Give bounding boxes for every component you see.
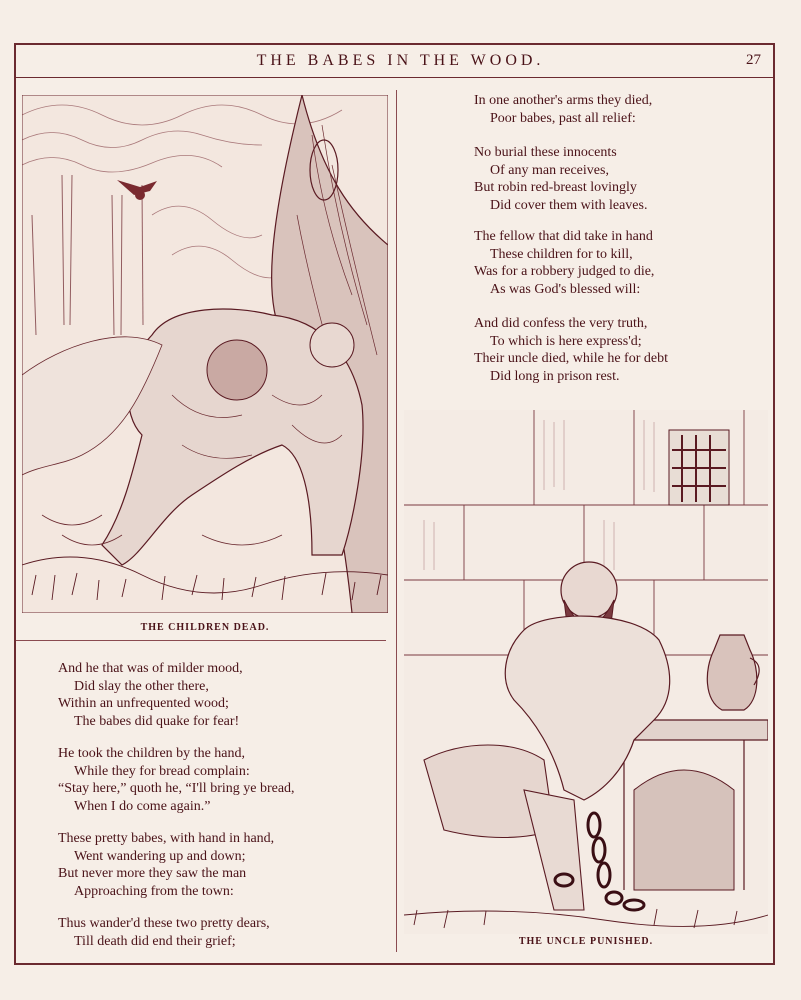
left-stanza-4: [58, 915, 270, 950]
verse-line: Of any man receives,: [490, 162, 609, 178]
verse-line: Did long in prison rest.: [490, 368, 620, 384]
verse-line: Did slay the other there,: [74, 678, 209, 694]
verse-line: These pretty babes, with hand in hand,: [58, 831, 275, 846]
verse-line: When I do come again.”: [74, 798, 211, 814]
verse-line: “Stay here,” quoth he, “I'll bring ye bread,: [58, 781, 295, 796]
verse-line: Approaching from the town:: [74, 883, 234, 899]
verse-line: Did cover them with leaves.: [490, 197, 648, 213]
verse-line: As was God's blessed will:: [490, 281, 641, 297]
left-stanza-3: [58, 830, 274, 900]
verse-line: Went wandering up and down;: [74, 848, 246, 864]
verse-line: The babes did quake for fear!: [74, 713, 240, 729]
left-section-rule: [16, 640, 386, 641]
page-number: 27: [746, 52, 761, 68]
right-stanza-2: [474, 144, 647, 214]
verse-line: Poor babes, past all relief:: [490, 110, 636, 126]
page-title: THE BABES IN THE WOOD.: [256, 52, 545, 69]
column-divider: [396, 90, 397, 952]
right-stanza-3: [474, 228, 654, 298]
verse-line: He took the children by the hand,: [58, 746, 246, 761]
verse-line: These children for to kill,: [490, 246, 633, 262]
verse-line: Their uncle died, while he for debt: [474, 351, 668, 366]
verse-line: In one another's arms they died,: [474, 93, 653, 108]
uncle-punished-illustration: [404, 410, 768, 934]
verse-line: But never more they saw the man: [58, 866, 247, 881]
children-dead-illustration: [22, 95, 388, 613]
verse-line: Was for a robbery judged to die,: [474, 264, 655, 279]
verse-line: While they for bread complain:: [74, 763, 250, 779]
right-stanza-4: [474, 315, 668, 385]
right-illustration-caption: THE UNCLE PUNISHED.: [518, 936, 654, 947]
header-rule: [16, 77, 773, 78]
verse-line: But robin red-breast lovingly: [474, 180, 637, 195]
verse-line: And did confess the very truth,: [474, 316, 648, 331]
left-stanza-2: [58, 745, 295, 815]
verse-line: Till death did end their grief;: [74, 933, 236, 949]
verse-line: The fellow that did take in hand: [474, 229, 653, 244]
verse-line: Within an unfrequented wood;: [58, 696, 229, 711]
verse-line: And he that was of milder mood,: [58, 661, 243, 676]
verse-line: To which is here express'd;: [490, 333, 642, 349]
verse-line: No burial these innocents: [474, 145, 617, 160]
right-stanza-1: [474, 92, 652, 127]
left-illustration-caption: THE CHILDREN DEAD.: [140, 622, 270, 633]
left-stanza-1: [58, 660, 243, 730]
verse-line: Thus wander'd these two pretty dears,: [58, 916, 270, 931]
